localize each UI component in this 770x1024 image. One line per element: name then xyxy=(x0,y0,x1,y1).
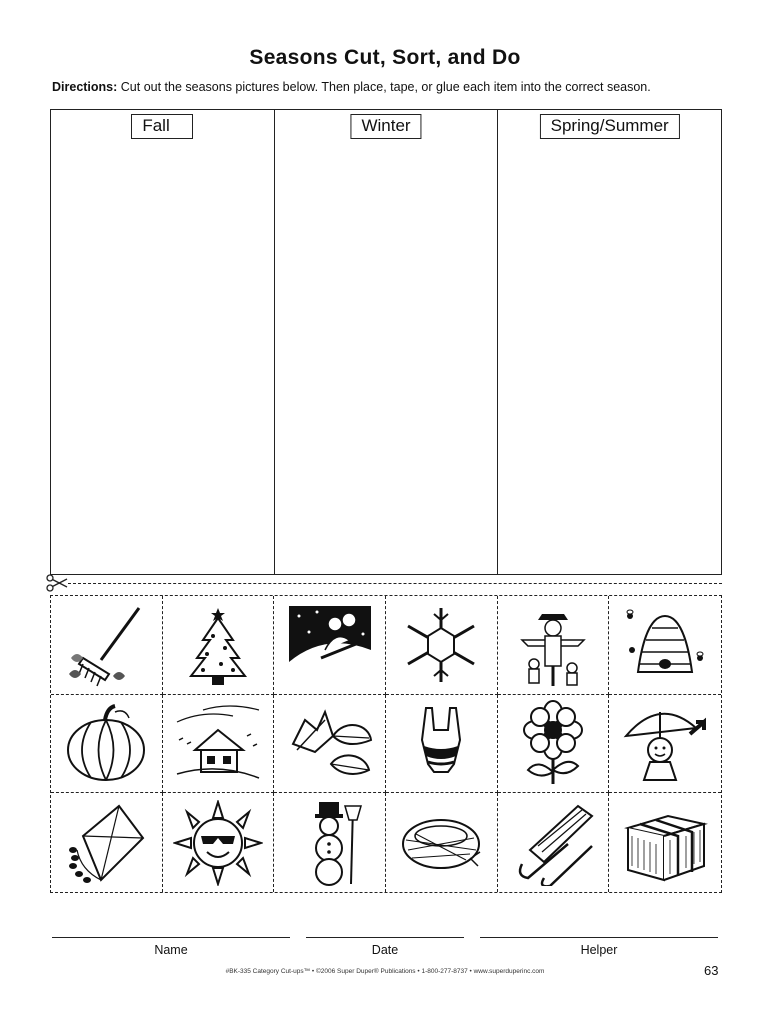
page-title: Seasons Cut, Sort, and Do xyxy=(249,46,521,69)
pumpkin-icon xyxy=(61,700,151,786)
picture-card[interactable] xyxy=(609,695,721,794)
column-fall xyxy=(51,110,275,574)
picture-card[interactable] xyxy=(51,793,163,892)
picture-card[interactable] xyxy=(498,596,610,695)
picture-card[interactable] xyxy=(386,596,498,695)
picture-card[interactable] xyxy=(274,695,386,794)
picture-card[interactable] xyxy=(498,695,610,794)
column-label-winter: Winter xyxy=(350,114,421,139)
sledding-kids-icon xyxy=(285,602,375,688)
helper-label: Helper xyxy=(580,943,618,957)
column-winter xyxy=(275,110,499,574)
sled-icon xyxy=(508,800,598,886)
umbrella-rain-icon xyxy=(620,700,710,786)
picture-card[interactable] xyxy=(386,793,498,892)
picture-card[interactable] xyxy=(163,793,275,892)
rake-icon xyxy=(61,602,151,688)
date-line[interactable] xyxy=(306,937,464,938)
kite-icon xyxy=(61,800,151,886)
picture-card[interactable] xyxy=(498,793,610,892)
date-label: Date xyxy=(371,943,399,957)
leaves-icon xyxy=(285,700,375,786)
snowflake-icon xyxy=(396,602,486,688)
beehive-icon xyxy=(620,602,710,688)
column-label-fall: Fall xyxy=(131,114,193,139)
flower-icon xyxy=(508,700,598,786)
picture-card[interactable] xyxy=(274,793,386,892)
cut-line xyxy=(68,583,722,584)
scissors-icon xyxy=(46,574,68,592)
snowman-icon xyxy=(285,800,375,886)
footer-credit: #BK-335 Category Cut-ups™ • ©2006 Super Duper® Publications • 1-800-277-8737 • www.superduperinc.com xyxy=(225,968,545,975)
sorting-chart xyxy=(50,109,722,575)
page-number: 63 xyxy=(704,963,719,978)
christmas-tree-icon xyxy=(173,602,263,688)
picture-card[interactable] xyxy=(609,596,721,695)
picture-card[interactable] xyxy=(51,695,163,794)
scarecrow-icon xyxy=(508,602,598,688)
name-label: Name xyxy=(154,943,188,957)
nest-icon xyxy=(396,800,486,886)
picture-grid xyxy=(50,595,722,893)
column-spring-summer xyxy=(498,110,721,574)
snowy-house-icon xyxy=(173,700,263,786)
sun-icon xyxy=(173,800,263,886)
directions-text: Cut out the seasons pictures below. Then place, tape, or glue each item into the correct season. xyxy=(120,80,651,94)
name-line[interactable] xyxy=(52,937,290,938)
helper-line[interactable] xyxy=(480,937,718,938)
directions xyxy=(52,80,732,94)
column-label-spring-summer: Spring/Summer xyxy=(540,114,680,139)
picture-card[interactable] xyxy=(609,793,721,892)
picture-card[interactable] xyxy=(51,596,163,695)
picture-card[interactable] xyxy=(274,596,386,695)
hay-bale-icon xyxy=(620,800,710,886)
swimsuit-icon xyxy=(396,700,486,786)
picture-card[interactable] xyxy=(386,695,498,794)
directions-label: Directions: xyxy=(52,80,118,94)
picture-card[interactable] xyxy=(163,596,275,695)
picture-card[interactable] xyxy=(163,695,275,794)
